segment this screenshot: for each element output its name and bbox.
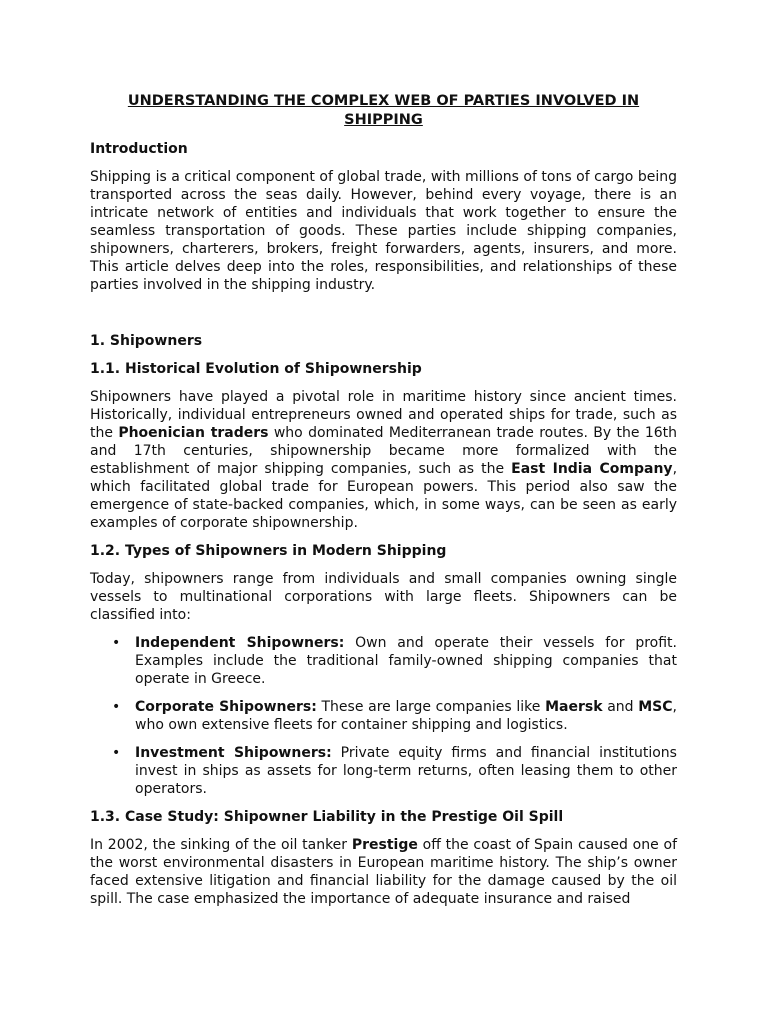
text-run: off the coast of Spain caused one of the worst environmental disasters in European maritime history. The ship’s owner faced extensive litigation and financial liability for the damage caused by the oil spill. The case emphasized the importance of adequate insurance and raised (90, 837, 677, 907)
bullet-icon: • (112, 699, 121, 715)
section-1-1-paragraph (90, 388, 677, 532)
bold-term-msc: MSC (638, 699, 673, 715)
section-1-2-heading: 1.2. Types of Shipowners in Modern Shipping (90, 543, 447, 559)
shipowner-types-list (90, 634, 677, 798)
intro-heading: Introduction (90, 141, 188, 157)
bold-term-prestige: Prestige (351, 837, 418, 853)
section-1-3-paragraph (90, 836, 677, 908)
list-item (90, 634, 677, 688)
bold-term-phoenician: Phoenician traders (118, 425, 269, 441)
section-1-2-paragraph: Today, shipowners range from individuals and small companies owning single vessels to multinational corporations with large fleets. Shipowners can be classified into: (90, 571, 677, 623)
list-item-label: Investment Shipowners: (135, 745, 332, 761)
section-1-3-heading: 1.3. Case Study: Shipowner Liability in the Prestige Oil Spill (90, 809, 564, 825)
text-run: who dominated Mediterranean trade routes. By the 16th and 17th centuries, shipownership became more formalized with the establishment of major shipping companies, such as the (90, 425, 677, 477)
text-run: Shipowners have played a pivotal role in maritime history since ancient times. Historically, individual entrepreneurs owned and operated ships for trade, such as the (90, 389, 677, 441)
intro-paragraph: Shipping is a critical component of global trade, with millions of tons of cargo being transported across the seas daily. However, behind every voyage, there is an intricate network of entities and individuals that work together to ensure the seamless transportation of goods. These parties include shipping companies, shipowners, charterers, brokers, freight forwarders, agents, insurers, and more. This article delves deep into the roles, responsibilities, and relationships of these parties involved in the shipping industry. (90, 169, 677, 293)
list-item-text: Own and operate their vessels for profit. Examples include the traditional family-owned shipping companies that operate in Greece. (135, 635, 677, 687)
list-item-text: These are large companies like (316, 699, 546, 715)
list-item-label: Independent Shipowners: (135, 635, 345, 651)
list-item-text: and (602, 699, 639, 715)
text-run: , which facilitated global trade for European powers. This period also saw the emergence of state-backed companies, which, in some ways, can be seen as early examples of corporate shipownership. (90, 461, 678, 531)
list-item-text: , who own extensive fleets for container shipping and logistics. (135, 699, 677, 733)
list-item-label: Corporate Shipowners: (135, 699, 317, 715)
bullet-icon: • (112, 745, 121, 761)
section-1-1-heading: 1.1. Historical Evolution of Shipownership (90, 361, 422, 377)
list-item (90, 744, 677, 798)
list-item-text: Private equity firms and financial institutions invest in ships as assets for long-term returns, often leasing them to other operators. (135, 745, 677, 797)
document-page (90, 92, 677, 918)
list-item (90, 698, 677, 734)
bold-term-maersk: Maersk (545, 699, 603, 715)
document-title: UNDERSTANDING THE COMPLEX WEB OF PARTIES INVOLVED IN SHIPPING (127, 93, 640, 128)
text-run: In 2002, the sinking of the oil tanker (90, 837, 352, 853)
bold-term-east-india: East India Company (511, 461, 673, 477)
bullet-icon: • (112, 635, 121, 651)
section-1-heading: 1. Shipowners (90, 333, 203, 349)
